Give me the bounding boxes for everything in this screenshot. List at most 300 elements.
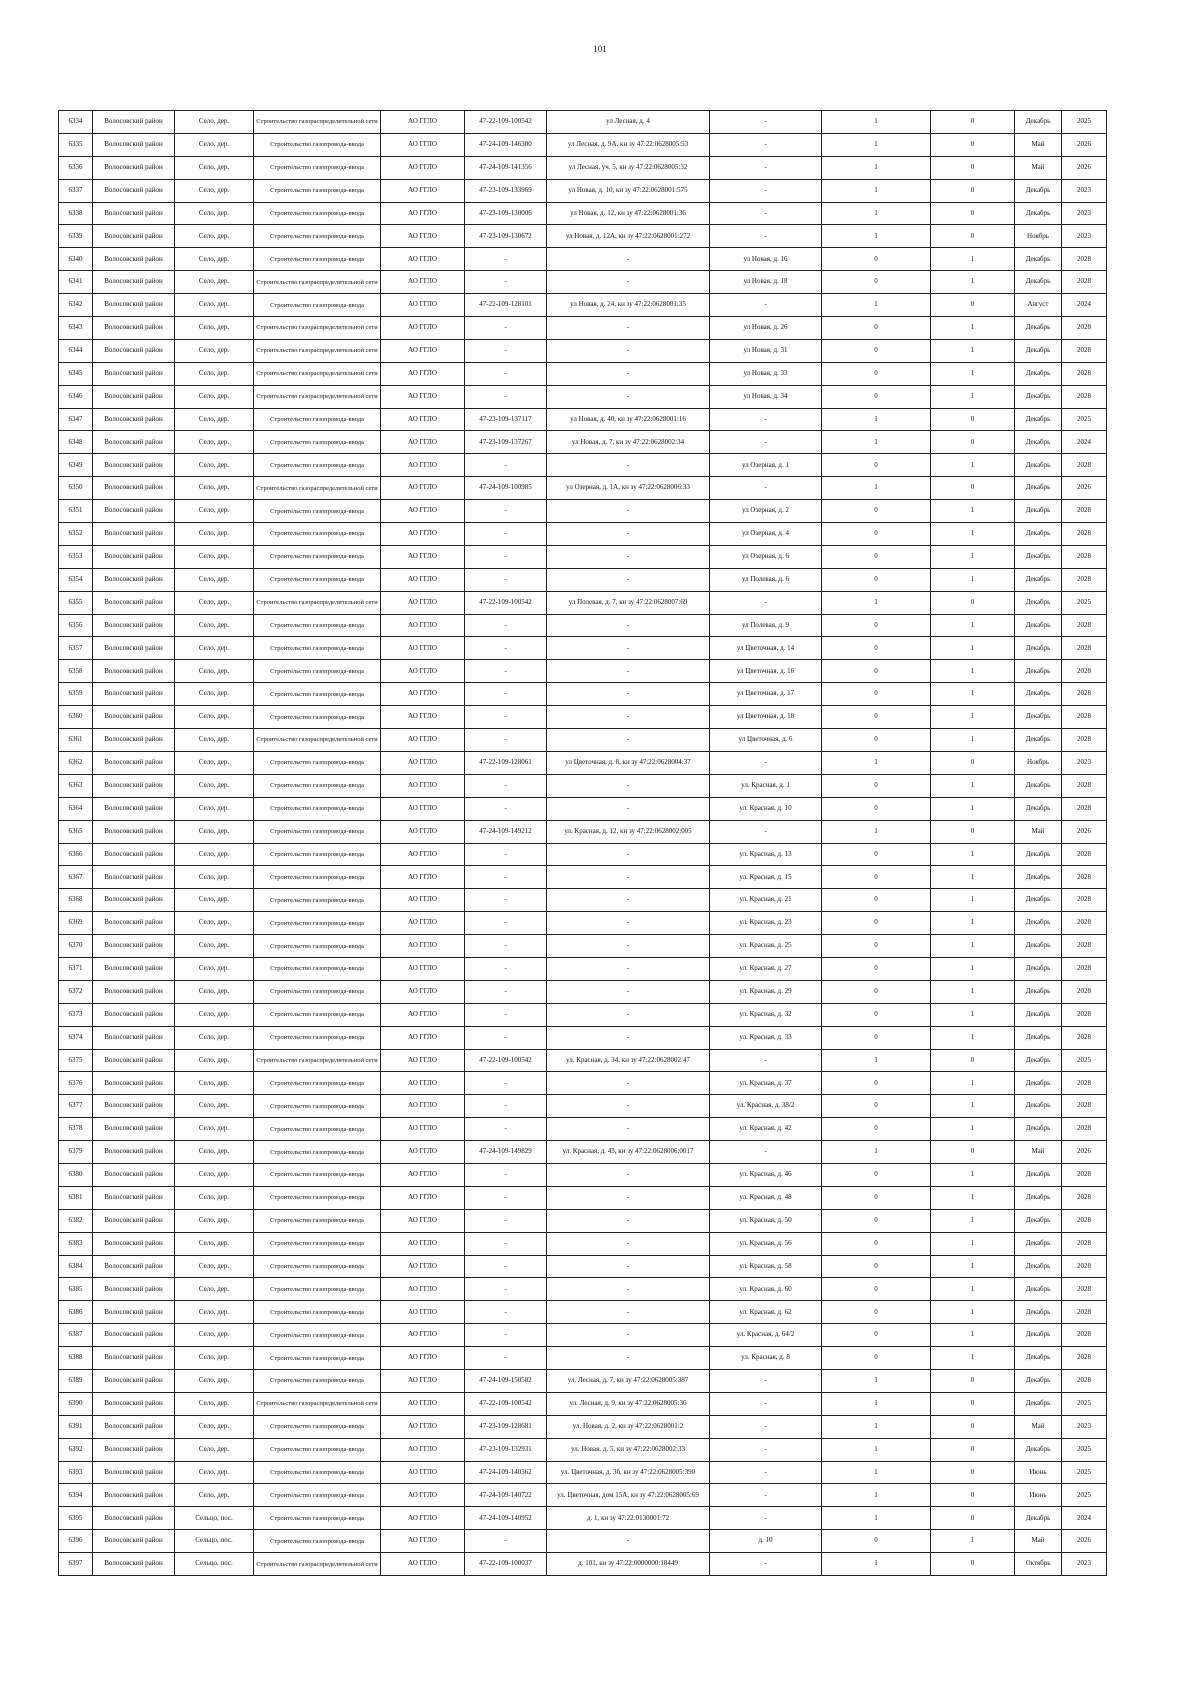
cell-year: 2024 [1062,294,1107,317]
cell-address-with-cadastral: - [547,500,710,523]
cell-work-type: Строительство газораспределительной сети [254,1049,381,1072]
cell-row-number: 6364 [59,797,93,820]
cell-count-b: 0 [931,225,1015,248]
cell-address: ул. Красная, д. 33 [710,1026,822,1049]
cell-organization: АО ГГЛО [381,729,465,752]
cell-row-number: 6354 [59,568,93,591]
cell-settlement: Село, дер. [175,111,254,134]
cell-work-type: Строительство газопровода-ввода [254,1209,381,1232]
cell-work-type: Строительство газопровода-ввода [254,751,381,774]
cell-address-with-cadastral: - [547,866,710,889]
table-row [59,1095,1107,1118]
cell-address-with-cadastral: - [547,545,710,568]
cell-district: Волосовский район [93,271,175,294]
cell-row-number: 6390 [59,1392,93,1415]
cell-address-with-cadastral: ул. Новая, д. 2, кн зу 47:22:0628001:2 [547,1415,710,1438]
table-row [59,1118,1107,1141]
cell-address: ул Новая, д. 31 [710,339,822,362]
cell-address: ул Озерная, д. 6 [710,545,822,568]
cell-count-a: 1 [822,1141,931,1164]
cell-count-b: 0 [931,477,1015,500]
cell-organization: АО ГГЛО [381,980,465,1003]
cell-settlement: Село, дер. [175,1278,254,1301]
cell-organization: АО ГГЛО [381,957,465,980]
table-row [59,1553,1107,1576]
cell-count-b: 1 [931,889,1015,912]
cell-address-with-cadastral: д. 1, кн зу 47:22:0130001:72 [547,1507,710,1530]
cell-district: Волосовский район [93,225,175,248]
cell-district: Волосовский район [93,820,175,843]
cell-district: Волосовский район [93,385,175,408]
cell-year: 2025 [1062,1392,1107,1415]
cell-month: Декабрь [1015,591,1062,614]
cell-settlement: Село, дер. [175,1415,254,1438]
cell-address: - [710,1141,822,1164]
cell-district: Волосовский район [93,935,175,958]
cell-application-number: 47-24-109-140362 [465,1461,547,1484]
cell-address-with-cadastral: - [547,843,710,866]
cell-district: Волосовский район [93,1026,175,1049]
cell-address: - [710,111,822,134]
cell-row-number: 6361 [59,729,93,752]
cell-settlement: Село, дер. [175,1347,254,1370]
cell-year: 2028 [1062,980,1107,1003]
cell-address-with-cadastral: ул. Красная, д. 34, кн зу 47:22:0628002:47 [547,1049,710,1072]
cell-row-number: 6385 [59,1278,93,1301]
cell-district: Волосовский район [93,1278,175,1301]
cell-organization: АО ГГЛО [381,1438,465,1461]
cell-address: д. 10 [710,1530,822,1553]
cell-settlement: Село, дер. [175,1484,254,1507]
cell-address: - [710,431,822,454]
cell-settlement: Село, дер. [175,1301,254,1324]
cell-count-a: 1 [822,820,931,843]
cell-work-type: Строительство газораспределительной сети [254,729,381,752]
cell-organization: АО ГГЛО [381,385,465,408]
cell-count-b: 1 [931,1347,1015,1370]
table-row [59,1026,1107,1049]
cell-work-type: Строительство газопровода-ввода [254,1095,381,1118]
cell-count-b: 0 [931,408,1015,431]
table-row [59,637,1107,660]
cell-month: Декабрь [1015,179,1062,202]
cell-organization: АО ГГЛО [381,1255,465,1278]
cell-address: ул Цветочная, д. 6 [710,729,822,752]
cell-address-with-cadastral: - [547,1026,710,1049]
cell-year: 2025 [1062,111,1107,134]
cell-work-type: Строительство газопровода-ввода [254,1232,381,1255]
cell-application-number: - [465,660,547,683]
table-row [59,1301,1107,1324]
cell-address-with-cadastral: - [547,729,710,752]
cell-organization: АО ГГЛО [381,751,465,774]
cell-work-type: Строительство газораспределительной сети [254,317,381,340]
cell-count-b: 1 [931,500,1015,523]
cell-count-b: 1 [931,248,1015,271]
cell-count-a: 0 [822,362,931,385]
cell-work-type: Строительство газораспределительной сети [254,591,381,614]
cell-organization: АО ГГЛО [381,1324,465,1347]
cell-work-type: Строительство газопровода-ввода [254,1026,381,1049]
cell-row-number: 6362 [59,751,93,774]
cell-year: 2028 [1062,1003,1107,1026]
cell-district: Волосовский район [93,568,175,591]
cell-address-with-cadastral: - [547,1186,710,1209]
cell-application-number: - [465,889,547,912]
cell-address-with-cadastral: - [547,1072,710,1095]
cell-district: Волосовский район [93,454,175,477]
table-row [59,225,1107,248]
cell-count-b: 0 [931,1507,1015,1530]
cell-organization: АО ГГЛО [381,1484,465,1507]
cell-count-a: 0 [822,545,931,568]
cell-district: Волосовский район [93,500,175,523]
cell-district: Волосовский район [93,1415,175,1438]
cell-row-number: 6360 [59,706,93,729]
cell-settlement: Село, дер. [175,889,254,912]
cell-settlement: Село, дер. [175,294,254,317]
cell-work-type: Строительство газопровода-ввода [254,294,381,317]
table-row [59,980,1107,1003]
cell-month: Декабрь [1015,935,1062,958]
table-row [59,408,1107,431]
cell-count-a: 0 [822,1530,931,1553]
cell-address: ул Новая, д. 34 [710,385,822,408]
cell-settlement: Село, дер. [175,591,254,614]
table-row [59,1507,1107,1530]
cell-year: 2028 [1062,248,1107,271]
cell-address: - [710,225,822,248]
cell-application-number: 47-24-109-149829 [465,1141,547,1164]
cell-organization: АО ГГЛО [381,454,465,477]
cell-address: ул Новая, д. 16 [710,248,822,271]
cell-count-b: 0 [931,1461,1015,1484]
cell-work-type: Строительство газопровода-ввода [254,1255,381,1278]
table-row [59,1209,1107,1232]
cell-month: Декабрь [1015,1369,1062,1392]
cell-district: Волосовский район [93,477,175,500]
cell-application-number: 47-24-109-100985 [465,477,547,500]
cell-year: 2028 [1062,843,1107,866]
cell-row-number: 6374 [59,1026,93,1049]
cell-count-a: 1 [822,225,931,248]
cell-year: 2028 [1062,1255,1107,1278]
cell-settlement: Село, дер. [175,225,254,248]
cell-organization: АО ГГЛО [381,935,465,958]
cell-count-b: 1 [931,1003,1015,1026]
table-row [59,1347,1107,1370]
cell-application-number: - [465,706,547,729]
cell-year: 2025 [1062,1461,1107,1484]
cell-application-number: - [465,1347,547,1370]
cell-settlement: Село, дер. [175,820,254,843]
cell-address-with-cadastral: - [547,614,710,637]
cell-row-number: 6347 [59,408,93,431]
cell-district: Волосовский район [93,843,175,866]
cell-organization: АО ГГЛО [381,225,465,248]
cell-month: Декабрь [1015,1118,1062,1141]
cell-year: 2026 [1062,477,1107,500]
cell-address-with-cadastral: - [547,980,710,1003]
cell-year: 2028 [1062,454,1107,477]
cell-count-a: 0 [822,454,931,477]
cell-organization: АО ГГЛО [381,820,465,843]
cell-address: - [710,820,822,843]
cell-count-b: 1 [931,1301,1015,1324]
cell-address: - [710,1438,822,1461]
cell-address-with-cadastral: ул Лесная, д. 9А, кн зу 47:22:0628005:53 [547,133,710,156]
cell-count-b: 1 [931,1530,1015,1553]
cell-district: Волосовский район [93,1530,175,1553]
table-row [59,568,1107,591]
cell-count-a: 0 [822,683,931,706]
cell-address: - [710,477,822,500]
cell-month: Декабрь [1015,980,1062,1003]
cell-address-with-cadastral: - [547,797,710,820]
cell-count-b: 1 [931,912,1015,935]
cell-organization: АО ГГЛО [381,1141,465,1164]
cell-address-with-cadastral: ул Новая, д. 10, кн зу 47:22:0628001:575 [547,179,710,202]
cell-application-number: 47-22-109-128061 [465,751,547,774]
cell-count-a: 0 [822,866,931,889]
cell-organization: АО ГГЛО [381,317,465,340]
cell-address-with-cadastral: - [547,912,710,935]
cell-organization: АО ГГЛО [381,774,465,797]
cell-address-with-cadastral: - [547,568,710,591]
table-row [59,1072,1107,1095]
table-row [59,1530,1107,1553]
cell-application-number: - [465,339,547,362]
cell-work-type: Строительство газопровода-ввода [254,935,381,958]
cell-count-a: 1 [822,1049,931,1072]
cell-year: 2028 [1062,1072,1107,1095]
cell-organization: АО ГГЛО [381,1072,465,1095]
table-body [59,111,1107,1576]
cell-application-number: - [465,1232,547,1255]
cell-year: 2028 [1062,1347,1107,1370]
cell-count-b: 0 [931,133,1015,156]
cell-address: ул Новая, д. 33 [710,362,822,385]
cell-month: Декабрь [1015,637,1062,660]
cell-count-b: 0 [931,1484,1015,1507]
cell-application-number: 47-24-109-140952 [465,1507,547,1530]
cell-address-with-cadastral: д. 101, кн зу 47:22:0000000:18449 [547,1553,710,1576]
cell-district: Волосовский район [93,1553,175,1576]
cell-month: Декабрь [1015,1507,1062,1530]
cell-month: Май [1015,820,1062,843]
cell-year: 2025 [1062,1049,1107,1072]
cell-district: Волосовский район [93,408,175,431]
cell-year: 2028 [1062,1095,1107,1118]
table-row [59,1163,1107,1186]
cell-settlement: Село, дер. [175,1072,254,1095]
cell-year: 2028 [1062,523,1107,546]
cell-address: ул. Красная, д. 48 [710,1186,822,1209]
cell-month: Декабрь [1015,614,1062,637]
cell-row-number: 6353 [59,545,93,568]
cell-address: - [710,1507,822,1530]
cell-address: ул. Красная, д. 27 [710,957,822,980]
cell-count-a: 0 [822,523,931,546]
cell-row-number: 6397 [59,1553,93,1576]
cell-month: Декабрь [1015,317,1062,340]
cell-settlement: Село, дер. [175,614,254,637]
cell-district: Волосовский район [93,1232,175,1255]
cell-month: Декабрь [1015,523,1062,546]
cell-year: 2028 [1062,729,1107,752]
cell-year: 2028 [1062,1369,1107,1392]
cell-count-b: 1 [931,957,1015,980]
cell-work-type: Строительство газораспределительной сети [254,339,381,362]
cell-row-number: 6355 [59,591,93,614]
cell-address: - [710,156,822,179]
cell-district: Волосовский район [93,202,175,225]
cell-address-with-cadastral: - [547,1347,710,1370]
cell-row-number: 6369 [59,912,93,935]
cell-count-a: 1 [822,1392,931,1415]
cell-count-b: 1 [931,523,1015,546]
cell-work-type: Строительство газораспределительной сети [254,271,381,294]
cell-count-b: 1 [931,683,1015,706]
cell-organization: АО ГГЛО [381,1278,465,1301]
cell-year: 2028 [1062,1186,1107,1209]
cell-row-number: 6366 [59,843,93,866]
cell-work-type: Строительство газопровода-ввода [254,1347,381,1370]
cell-work-type: Строительство газопровода-ввода [254,545,381,568]
table-row [59,1186,1107,1209]
cell-row-number: 6384 [59,1255,93,1278]
cell-count-a: 0 [822,637,931,660]
cell-count-b: 1 [931,1072,1015,1095]
cell-address: ул Озерная, д. 4 [710,523,822,546]
cell-year: 2028 [1062,889,1107,912]
cell-address: - [710,1484,822,1507]
table-row [59,156,1107,179]
cell-district: Волосовский район [93,637,175,660]
cell-month: Июнь [1015,1461,1062,1484]
cell-work-type: Строительство газопровода-ввода [254,660,381,683]
cell-district: Волосовский район [93,1255,175,1278]
cell-count-b: 0 [931,1369,1015,1392]
cell-district: Волосовский район [93,751,175,774]
cell-application-number: - [465,1255,547,1278]
cell-work-type: Строительство газопровода-ввода [254,1003,381,1026]
cell-address: ул. Красная, д. 29 [710,980,822,1003]
cell-work-type: Строительство газопровода-ввода [254,568,381,591]
cell-settlement: Село, дер. [175,362,254,385]
table-row [59,1141,1107,1164]
cell-application-number: 47-24-109-150582 [465,1369,547,1392]
table-row [59,660,1107,683]
cell-year: 2028 [1062,660,1107,683]
cell-month: Декабрь [1015,1278,1062,1301]
cell-application-number: 47-24-109-146300 [465,133,547,156]
cell-work-type: Строительство газопровода-ввода [254,706,381,729]
cell-address-with-cadastral: - [547,1118,710,1141]
cell-work-type: Строительство газопровода-ввода [254,1438,381,1461]
cell-year: 2023 [1062,225,1107,248]
cell-count-b: 1 [931,568,1015,591]
cell-settlement: Село, дер. [175,408,254,431]
cell-work-type: Строительство газопровода-ввода [254,1118,381,1141]
cell-district: Волосовский район [93,706,175,729]
cell-count-b: 1 [931,637,1015,660]
cell-district: Волосовский район [93,1186,175,1209]
cell-count-a: 0 [822,339,931,362]
cell-application-number: 47-23-109-137117 [465,408,547,431]
cell-application-number: - [465,729,547,752]
cell-address-with-cadastral: - [547,1003,710,1026]
table-row [59,1415,1107,1438]
cell-address: - [710,1369,822,1392]
cell-organization: АО ГГЛО [381,1003,465,1026]
cell-month: Декабрь [1015,706,1062,729]
cell-address: ул. Красная, д. 13 [710,843,822,866]
cell-count-b: 1 [931,1324,1015,1347]
table-row [59,202,1107,225]
cell-work-type: Строительство газораспределительной сети [254,477,381,500]
cell-work-type: Строительство газопровода-ввода [254,683,381,706]
cell-count-a: 1 [822,1369,931,1392]
cell-count-a: 1 [822,751,931,774]
cell-count-b: 0 [931,1392,1015,1415]
cell-organization: АО ГГЛО [381,797,465,820]
cell-work-type: Строительство газопровода-ввода [254,797,381,820]
cell-row-number: 6379 [59,1141,93,1164]
cell-settlement: Село, дер. [175,1461,254,1484]
cell-application-number: 47-22-109-128101 [465,294,547,317]
cell-count-b: 1 [931,980,1015,1003]
cell-settlement: Село, дер. [175,660,254,683]
cell-address-with-cadastral: - [547,1255,710,1278]
cell-settlement: Село, дер. [175,500,254,523]
cell-count-a: 0 [822,248,931,271]
cell-settlement: Село, дер. [175,317,254,340]
cell-address-with-cadastral: ул. Лесная, д. 9, кн зу 47:22:0628005:36 [547,1392,710,1415]
cell-address-with-cadastral: - [547,248,710,271]
cell-count-a: 1 [822,408,931,431]
cell-count-b: 0 [931,820,1015,843]
cell-count-a: 0 [822,1301,931,1324]
cell-organization: АО ГГЛО [381,500,465,523]
cell-month: Декабрь [1015,866,1062,889]
cell-application-number: - [465,317,547,340]
cell-count-b: 0 [931,1141,1015,1164]
cell-address-with-cadastral: - [547,1095,710,1118]
cell-organization: АО ГГЛО [381,912,465,935]
cell-district: Волосовский район [93,1209,175,1232]
cell-district: Волосовский район [93,912,175,935]
cell-year: 2025 [1062,408,1107,431]
cell-count-a: 0 [822,1118,931,1141]
cell-row-number: 6372 [59,980,93,1003]
cell-address: ул. Красная, д. 60 [710,1278,822,1301]
cell-address-with-cadastral: ул Новая, д. 12, кн зу 47:22:0628001:36 [547,202,710,225]
cell-row-number: 6373 [59,1003,93,1026]
cell-organization: АО ГГЛО [381,1209,465,1232]
cell-address-with-cadastral: - [547,889,710,912]
cell-application-number: - [465,568,547,591]
cell-count-b: 1 [931,1026,1015,1049]
cell-address-with-cadastral: - [547,339,710,362]
cell-settlement: Село, дер. [175,1049,254,1072]
cell-organization: АО ГГЛО [381,408,465,431]
cell-count-a: 0 [822,1255,931,1278]
cell-count-a: 0 [822,1095,931,1118]
cell-address: - [710,751,822,774]
cell-settlement: Село, дер. [175,385,254,408]
cell-row-number: 6357 [59,637,93,660]
